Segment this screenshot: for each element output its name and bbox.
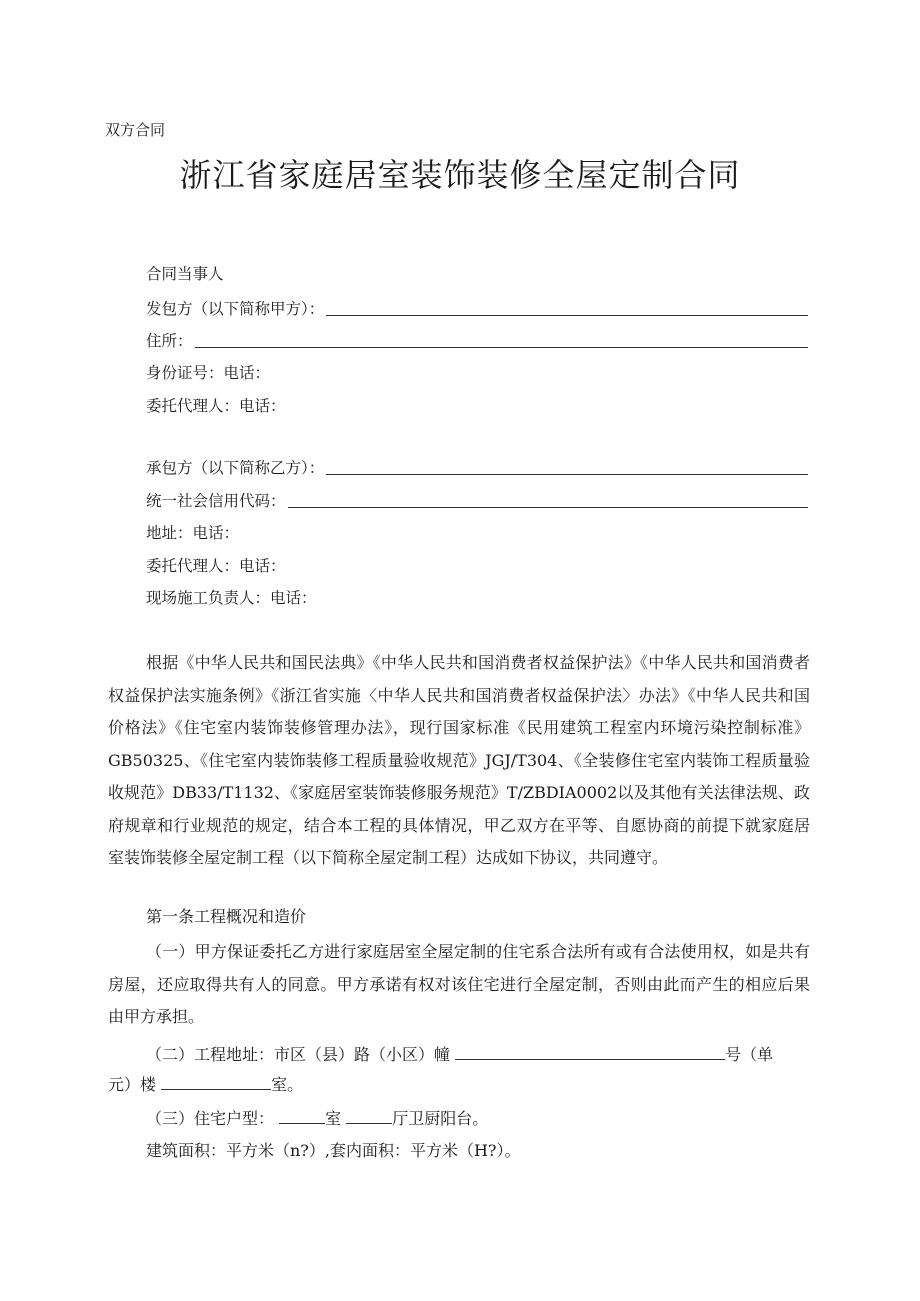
party-a-blank — [326, 298, 808, 316]
article-1-item-1: （一）甲方保证委托乙方进行家庭居室全屋定制的住宅系合法所有或有合法使用权，如是共有房屋，还应取得共有人的同意。甲方承诺有权对该住宅进行全屋定制，否则由此而产生的相应后果由甲方承担。 — [108, 942, 810, 1026]
item-3-suffix: 厅卫厨阳台。 — [392, 1109, 489, 1128]
item-2-mid: 号（单 — [725, 1045, 774, 1064]
party-a-label: 发包方（以下简称甲方）： — [146, 300, 325, 318]
credit-code-blank — [288, 490, 808, 508]
agent-b-label: 委托代理人：电话： — [146, 557, 286, 575]
address-b-label: 地址：电话： — [146, 524, 240, 542]
agent-a-label: 委托代理人：电话： — [146, 397, 286, 415]
article-1-item-2-line-1 — [108, 1043, 810, 1066]
address-field — [146, 330, 808, 352]
article-1-item-3 — [108, 1107, 810, 1130]
item-3-mid: 室 — [325, 1109, 342, 1128]
party-b-field — [146, 457, 808, 479]
room-number-blank — [161, 1073, 271, 1090]
unit-number-blank — [455, 1043, 725, 1060]
address-blank — [195, 330, 808, 348]
item-2-line-2-suffix: 室。 — [271, 1075, 304, 1094]
id-phone-label: 身份证号：电话： — [146, 364, 271, 382]
party-b-blank — [326, 457, 808, 475]
rooms-blank — [279, 1107, 325, 1124]
address-label: 住所： — [146, 332, 193, 350]
item-2-prefix: （二）工程地址：市区（县）路（小区）幢 — [146, 1045, 451, 1064]
party-b-label: 承包方（以下简称乙方）： — [146, 459, 325, 477]
halls-blank — [346, 1107, 392, 1124]
preamble-paragraph: 根据《中华人民共和国民法典》《中华人民共和国消费者权益保护法》《中华人民共和国消费者权益保护法实施条例》《浙江省实施〈中华人民共和国消费者权益保护法〉办法》《中华人民共和国价格法》《住宅室内装饰装修管理办法》，现行国家标准《民用建筑工程室内环境污染控制标准》GB50325、《住宅室内装饰装修工程质量验收规范》JGJ/T304、《全装修住宅室内装饰工程质量验收规范》DB33/T1132、《家庭居室装饰装修服务规范》T/ZBDIA0002以及其他有关法律法规、政府规章和行业规范的规定，结合本工程的具体情况，甲乙双方在平等、自愿协商的前提下就家庭居室装饰装修全屋定制工程（以下简称全屋定制工程）达成如下协议，共同遵守。 — [108, 653, 810, 867]
party-a-field — [146, 298, 808, 320]
parties-intro: 合同当事人 — [146, 265, 224, 283]
item-2-line-2-prefix: 元）楼 — [108, 1075, 157, 1094]
page-title: 浙江省家庭居室装饰装修全屋定制合同 — [179, 156, 741, 194]
area-line: 建筑面积：平方米（n?）,套内面积：平方米（H?）。 — [146, 1141, 521, 1160]
site-manager-label: 现场施工负责人：电话： — [146, 589, 317, 607]
item-3-prefix: （三）住宅户型： — [146, 1109, 275, 1128]
credit-code-field — [146, 490, 808, 512]
article-1-heading: 第一条工程概况和造价 — [146, 907, 307, 926]
credit-code-label: 统一社会信用代码： — [146, 492, 286, 510]
document-tag: 双方合同 — [105, 121, 166, 139]
article-1-item-2-line-2 — [108, 1073, 810, 1096]
